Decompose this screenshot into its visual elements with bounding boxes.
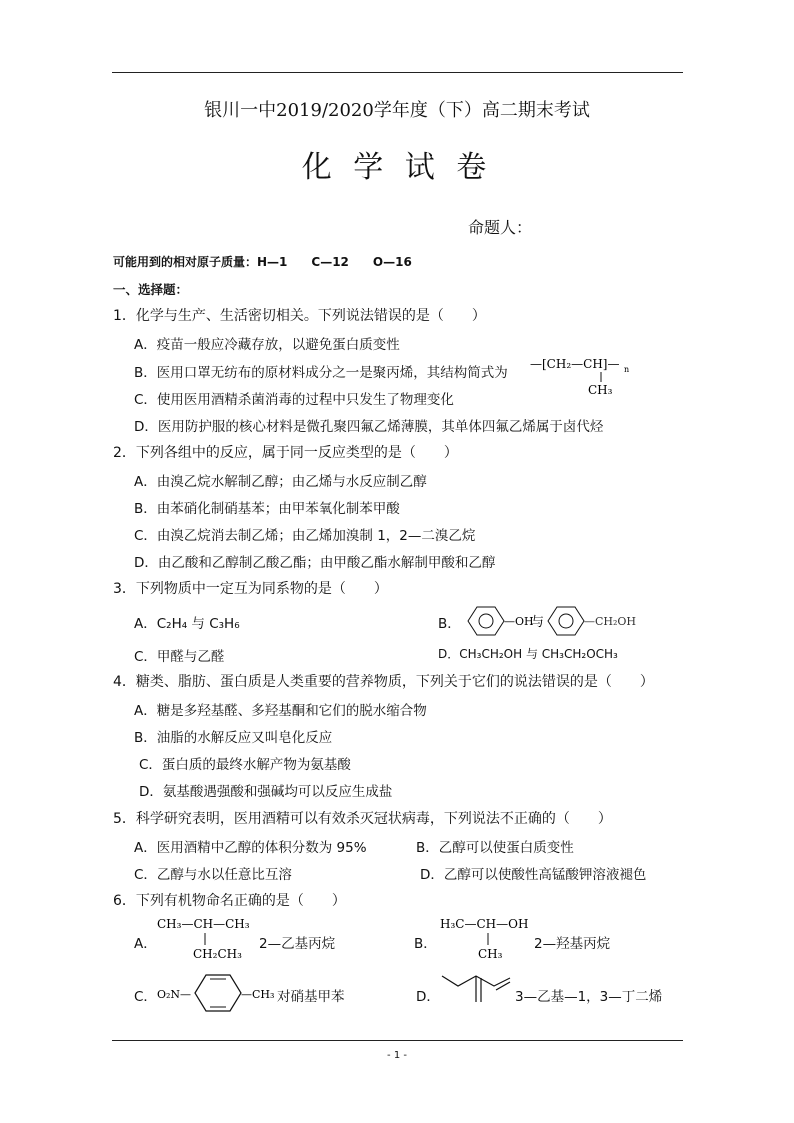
q6a-bottom-text: CH₂CH₃ <box>193 947 242 961</box>
subject-title: 化 学 试 卷 <box>301 150 493 185</box>
question-5-option-d: D．乙醇可以使酸性高锰酸钾溶液褪色 <box>420 867 647 883</box>
diene-terminal-double-bond <box>496 982 510 990</box>
atomic-mass-line: 可能用到的相对原子质量：H—1 C—12 O—16 <box>113 255 412 269</box>
question-6-name-a: 2—乙基丙烷 <box>259 936 336 952</box>
question-4-stem: 4．糖类、脂肪、蛋白质是人类重要的营养物质，下列关于它们的说法错误的是（ ） <box>113 674 654 690</box>
author-label: 命题人： <box>468 218 533 237</box>
polymer-n-text: n <box>624 365 630 374</box>
question-3-option-a: A．C₂H₄ 与 C₃H₆ <box>134 616 240 632</box>
q6d-structure <box>436 962 516 1006</box>
polymer-main-text: —[CH₂—CH]— <box>530 357 620 371</box>
phenol-oh-text: —OH <box>504 615 534 628</box>
question-5-stem: 5．科学研究表明，医用酒精可以有效杀灭冠状病毒，下列说法不正确的（ ） <box>113 811 612 827</box>
question-6-name-d: 3—乙基—1，3—丁二烯 <box>515 989 663 1005</box>
phenol-aromatic-circle <box>479 614 493 628</box>
question-6-name-c: 对硝基甲苯 <box>277 989 345 1005</box>
q6c-structure <box>155 970 275 1016</box>
question-3-option-b-label: B． <box>438 616 461 632</box>
question-1-option-c: C．使用医用酒精杀菌消毒的过程中只发生了物理变化 <box>134 392 454 408</box>
question-5-option-c: C．乙醇与水以任意比互溶 <box>134 867 292 883</box>
question-1-option-b: B．医用口罩无纺布的原材料成分之一是聚丙烯，其结构简式为 <box>134 365 508 381</box>
exam-title: 银川一中2019/2020学年度（下）高二期末考试 <box>204 100 590 121</box>
polypropylene-structure <box>528 352 638 398</box>
question-1-option-a: A．疫苗一般应冷藏存放，以避免蛋白质变性 <box>134 337 400 353</box>
question-5-option-a: A．医用酒精中乙醇的体积分数为 95% <box>134 840 367 856</box>
phenol-ring <box>468 607 504 635</box>
q6b-bottom-text: CH₃ <box>478 947 503 961</box>
page-number: - 1 - <box>387 1050 407 1061</box>
footer-rule <box>112 1040 683 1041</box>
question-4-option-d: D．氨基酸遇强酸和强碱均可以反应生成盐 <box>139 784 393 800</box>
q6b-structure <box>438 912 538 964</box>
q6a-top-text: CH₃—CH—CH₃ <box>157 917 250 931</box>
header-rule <box>112 72 683 73</box>
q3b-structures <box>460 602 640 640</box>
question-4-option-a: A．糖是多羟基醛、多羟基酮和它们的脱水缩合物 <box>134 703 427 719</box>
question-6-name-b: 2—羟基丙烷 <box>534 936 611 952</box>
question-6-option-b-label: B． <box>414 936 437 952</box>
question-2-stem: 2．下列各组中的反应，属于同一反应类型的是（ ） <box>113 445 458 461</box>
q6b-top-text: H₃C—CH—OH <box>440 917 529 931</box>
section-heading: 一、选择题： <box>113 282 189 297</box>
question-6-option-d-label: D． <box>416 989 440 1005</box>
question-6-option-a-label: A． <box>134 936 157 952</box>
question-2-option-a: A．由溴乙烷水解制乙醇；由乙烯与水反应制乙醇 <box>134 474 427 490</box>
benzyl-aromatic-circle <box>559 614 573 628</box>
question-2-option-d: D．由乙酸和乙醇制乙酸乙酯；由甲酸乙酯水解制甲酸和乙醇 <box>134 555 496 571</box>
question-5-option-b: B．乙醇可以使蛋白质变性 <box>416 840 574 856</box>
question-4-option-c: C．蛋白质的最终水解产物为氨基酸 <box>139 757 351 773</box>
question-6-stem: 6．下列有机物命名正确的是（ ） <box>113 893 346 909</box>
question-2-option-b: B．由苯硝化制硝基苯；由甲苯氧化制苯甲酸 <box>134 501 400 517</box>
question-6-option-c-label: C． <box>134 989 157 1005</box>
polymer-branch-text: CH₃ <box>588 383 613 397</box>
question-1-stem: 1．化学与生产、生活密切相关。下列说法错误的是（ ） <box>113 308 486 324</box>
nitrotoluene-ring <box>195 975 241 1011</box>
question-4-option-b: B．油脂的水解反应又叫皂化反应 <box>134 730 333 746</box>
q3b-with-text: 与 <box>531 615 545 630</box>
question-2-option-c: C．由溴乙烷消去制乙烯；由乙烯加溴制 1，2—二溴乙烷 <box>134 528 476 544</box>
q6c-no2-text: O₂N— <box>157 988 192 1001</box>
q6a-structure <box>155 912 255 964</box>
q6c-ch3-text: —CH₃ <box>241 988 275 1001</box>
benzyl-ring <box>548 607 584 635</box>
question-3-stem: 3．下列物质中一定互为同系物的是（ ） <box>113 581 388 597</box>
question-1-option-d: D．医用防护服的核心材料是微孔聚四氟乙烯薄膜，其单体四氟乙烯属于卤代烃 <box>134 419 604 435</box>
question-3-option-d: D．CH₃CH₂OH 与 CH₃CH₂OCH₃ <box>438 647 618 661</box>
question-3-option-c: C．甲醛与乙醛 <box>134 649 225 665</box>
benzyl-ch2oh-text: —CH₂OH <box>584 615 637 628</box>
